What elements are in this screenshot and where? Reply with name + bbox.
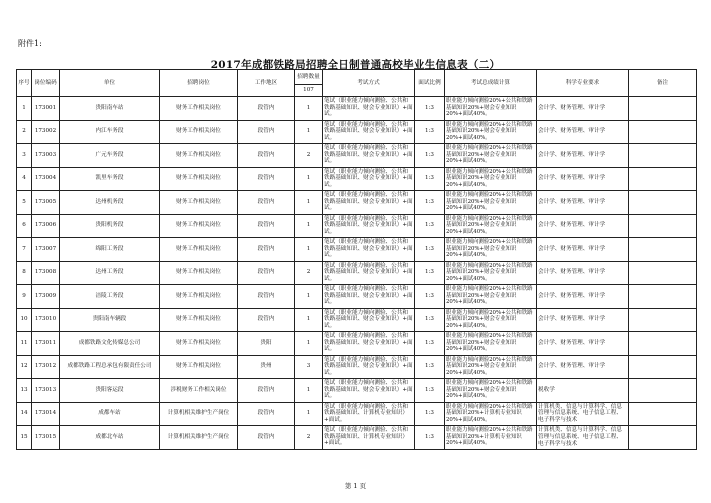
header-mode: 考试方式 (323, 70, 415, 97)
cell-code: 173011 (32, 332, 60, 356)
cell-no: 14 (17, 402, 32, 426)
cell-exam-mode: 笔试（职业能力倾向测验、公共和铁路基础知识、财会专业知识）+面试。 (323, 238, 415, 262)
table-header (17, 70, 697, 97)
table-row (17, 379, 697, 403)
cell-exam-mode: 笔试（职业能力倾向测验、公共和铁路基础知识、财会专业知识）+面试。 (323, 167, 415, 191)
cell-unit: 内江车务段 (60, 120, 160, 144)
cell-ratio: 1:3 (415, 332, 445, 356)
cell-remark (629, 285, 697, 309)
cell-remark (629, 97, 697, 121)
cell-area: 段管内 (238, 167, 295, 191)
cell-unit: 广元车务段 (60, 144, 160, 168)
recruitment-table (16, 69, 697, 450)
cell-code: 173008 (32, 261, 60, 285)
cell-major: 会计学、财务管理、审计学 (537, 97, 629, 121)
table-row (17, 214, 697, 238)
cell-no: 10 (17, 308, 32, 332)
cell-post: 计算机相关维护生产岗位 (160, 426, 238, 450)
cell-score-calc: 职业能力倾向测验20%+公共和铁路基础知识20%+财会专业知识20%+面试40%。 (445, 261, 537, 285)
cell-major: 会计学、财务管理、审计学 (537, 308, 629, 332)
cell-remark (629, 379, 697, 403)
cell-major: 会计学、财务管理、审计学 (537, 191, 629, 215)
cell-area: 贵阳 (238, 332, 295, 356)
cell-count: 1 (295, 285, 323, 309)
cell-score-calc: 职业能力倾向测验20%+公共和铁路基础知识20%+财会专业知识20%+面试40%。 (445, 167, 537, 191)
cell-exam-mode: 笔试（职业能力倾向测验、公共和铁路基础知识、计算机专业知识）+面试。 (323, 402, 415, 426)
cell-unit: 绵阳工务段 (60, 238, 160, 262)
cell-score-calc: 职业能力倾向测验20%+公共和铁路基础知识20%+计算机专业知识20%+面试40%。 (445, 402, 537, 426)
cell-count: 3 (295, 355, 323, 379)
cell-major: 税收学 (537, 379, 629, 403)
table-row (17, 261, 697, 285)
cell-post: 财务工作相关岗位 (160, 238, 238, 262)
cell-major: 会计学、财务管理、审计学 (537, 144, 629, 168)
cell-score-calc: 职业能力倾向测验20%+公共和铁路基础知识20%+财会专业知识20%+面试40%。 (445, 379, 537, 403)
cell-exam-mode: 笔试（职业能力倾向测验、公共和铁路基础知识、财会专业知识）+面试。 (323, 332, 415, 356)
attachment-label: 附件1: (18, 39, 42, 48)
header-total-count: 107 (295, 85, 323, 97)
cell-score-calc: 职业能力倾向测验20%+公共和铁路基础知识20%+财会专业知识20%+面试40%。 (445, 355, 537, 379)
cell-area: 段管内 (238, 285, 295, 309)
cell-remark (629, 144, 697, 168)
cell-unit: 凯里车务段 (60, 167, 160, 191)
cell-no: 6 (17, 214, 32, 238)
cell-post: 财务工作相关岗位 (160, 97, 238, 121)
cell-code: 173006 (32, 214, 60, 238)
header-unit: 单位 (60, 70, 160, 97)
cell-unit: 贵阳南车站 (60, 97, 160, 121)
table-row (17, 97, 697, 121)
cell-score-calc: 职业能力倾向测验20%+公共和铁路基础知识20%+财会专业知识20%+面试40%。 (445, 120, 537, 144)
cell-ratio: 1:3 (415, 120, 445, 144)
cell-no: 13 (17, 379, 32, 403)
cell-count: 1 (295, 97, 323, 121)
cell-score-calc: 职业能力倾向测验20%+公共和铁路基础知识20%+财会专业知识20%+面试40%。 (445, 238, 537, 262)
cell-post: 财务工作相关岗位 (160, 261, 238, 285)
cell-no: 8 (17, 261, 32, 285)
page-footer: 第 1 页 (344, 482, 367, 490)
cell-score-calc: 职业能力倾向测验20%+公共和铁路基础知识20%+计算机专业知识20%+面试40%。 (445, 426, 537, 450)
cell-major: 计算机类、信息与计算科学、信息管理与信息系统、电子信息工程、电子科学与技术 (537, 402, 629, 426)
cell-ratio: 1:3 (415, 191, 445, 215)
header-calc: 考试总成绩计算 (445, 70, 537, 97)
cell-area: 段管内 (238, 191, 295, 215)
cell-area: 段管内 (238, 214, 295, 238)
cell-unit: 达州工务段 (60, 261, 160, 285)
cell-score-calc: 职业能力倾向测验20%+公共和铁路基础知识20%+财会专业知识20%+面试40%。 (445, 214, 537, 238)
cell-unit: 贵阳机务段 (60, 214, 160, 238)
cell-code: 173007 (32, 238, 60, 262)
cell-unit: 成都铁路文化传媒总公司 (60, 332, 160, 356)
cell-count: 1 (295, 308, 323, 332)
cell-count: 1 (295, 332, 323, 356)
cell-exam-mode: 笔试（职业能力倾向测验、公共和铁路基础知识、财会专业知识）+面试。 (323, 214, 415, 238)
cell-exam-mode: 笔试（职业能力倾向测验、公共和铁路基础知识、财会专业知识）+面试。 (323, 144, 415, 168)
cell-area: 段管内 (238, 402, 295, 426)
cell-remark (629, 167, 697, 191)
cell-no: 4 (17, 167, 32, 191)
header-post: 招聘岗位 (160, 70, 238, 97)
cell-count: 1 (295, 167, 323, 191)
cell-score-calc: 职业能力倾向测验20%+公共和铁路基础知识20%+财会专业知识20%+面试40%。 (445, 144, 537, 168)
table-row (17, 332, 697, 356)
cell-remark (629, 402, 697, 426)
cell-remark (629, 426, 697, 450)
cell-no: 1 (17, 97, 32, 121)
cell-post: 财务工作相关岗位 (160, 144, 238, 168)
cell-major: 计算机类、信息与计算科学、信息管理与信息系统、电子信息工程、电子科学与技术 (537, 426, 629, 450)
cell-post: 财务工作相关岗位 (160, 332, 238, 356)
cell-area: 段管内 (238, 120, 295, 144)
cell-count: 1 (295, 214, 323, 238)
cell-unit: 成都北车站 (60, 426, 160, 450)
document-title: 2017年成都铁路局招聘全日制普通高校毕业生信息表（二） (210, 59, 501, 71)
table-row (17, 285, 697, 309)
header-count: 招聘数量 (295, 70, 323, 85)
header-ratio: 面试比例 (415, 70, 445, 97)
cell-remark (629, 120, 697, 144)
cell-code: 173009 (32, 285, 60, 309)
cell-ratio: 1:3 (415, 214, 445, 238)
cell-unit: 成都铁路工程总承包有限责任公司 (60, 355, 160, 379)
cell-area: 段管内 (238, 308, 295, 332)
header-remark: 备注 (629, 70, 697, 97)
cell-exam-mode: 笔试（职业能力倾向测验、公共和铁路基础知识、财会专业知识）+面试。 (323, 355, 415, 379)
cell-no: 15 (17, 426, 32, 450)
cell-code: 173002 (32, 120, 60, 144)
cell-ratio: 1:3 (415, 355, 445, 379)
cell-score-calc: 职业能力倾向测验20%+公共和铁路基础知识20%+财会专业知识20%+面试40%。 (445, 191, 537, 215)
cell-post: 财务工作相关岗位 (160, 285, 238, 309)
cell-post: 涉税财务工作相关岗位 (160, 379, 238, 403)
cell-exam-mode: 笔试（职业能力倾向测验、公共和铁路基础知识、财会专业知识）+面试。 (323, 308, 415, 332)
table-row (17, 426, 697, 450)
cell-remark (629, 332, 697, 356)
table-row (17, 191, 697, 215)
cell-post: 财务工作相关岗位 (160, 355, 238, 379)
cell-code: 173010 (32, 308, 60, 332)
cell-major: 会计学、财务管理、审计学 (537, 261, 629, 285)
cell-exam-mode: 笔试（职业能力倾向测验、公共和铁路基础知识、财会专业知识）+面试。 (323, 285, 415, 309)
header-code: 岗位编码 (32, 70, 60, 97)
cell-area: 贵州 (238, 355, 295, 379)
cell-ratio: 1:3 (415, 238, 445, 262)
cell-no: 12 (17, 355, 32, 379)
cell-count: 1 (295, 379, 323, 403)
cell-major: 会计学、财务管理、审计学 (537, 355, 629, 379)
cell-ratio: 1:3 (415, 285, 445, 309)
cell-count: 2 (295, 144, 323, 168)
cell-no: 11 (17, 332, 32, 356)
header-area: 工作地区 (238, 70, 295, 97)
cell-code: 173014 (32, 402, 60, 426)
cell-count: 1 (295, 120, 323, 144)
cell-no: 5 (17, 191, 32, 215)
cell-code: 173003 (32, 144, 60, 168)
cell-no: 9 (17, 285, 32, 309)
cell-area: 段管内 (238, 426, 295, 450)
cell-remark (629, 191, 697, 215)
table-body (17, 97, 697, 450)
cell-major: 会计学、财务管理、审计学 (537, 238, 629, 262)
table-row (17, 402, 697, 426)
cell-exam-mode: 笔试（职业能力倾向测验、公共和铁路基础知识、财会专业知识）+面试。 (323, 191, 415, 215)
cell-no: 7 (17, 238, 32, 262)
cell-ratio: 1:3 (415, 308, 445, 332)
cell-count: 1 (295, 238, 323, 262)
cell-count: 1 (295, 402, 323, 426)
cell-code: 173015 (32, 426, 60, 450)
table-row (17, 238, 697, 262)
cell-ratio: 1:3 (415, 261, 445, 285)
cell-count: 2 (295, 426, 323, 450)
cell-post: 财务工作相关岗位 (160, 308, 238, 332)
cell-code: 173005 (32, 191, 60, 215)
cell-exam-mode: 笔试（职业能力倾向测验、公共和铁路基础知识、计算机专业知识）+面试。 (323, 426, 415, 450)
cell-major: 会计学、财务管理、审计学 (537, 214, 629, 238)
cell-exam-mode: 笔试（职业能力倾向测验、公共和铁路基础知识、财会专业知识）+面试。 (323, 379, 415, 403)
header-no: 序号 (17, 70, 32, 97)
cell-post: 财务工作相关岗位 (160, 120, 238, 144)
cell-ratio: 1:3 (415, 426, 445, 450)
cell-area: 段管内 (238, 144, 295, 168)
cell-ratio: 1:3 (415, 144, 445, 168)
cell-post: 财务工作相关岗位 (160, 167, 238, 191)
cell-score-calc: 职业能力倾向测验20%+公共和铁路基础知识20%+财会专业知识20%+面试40%。 (445, 285, 537, 309)
cell-post: 计算机相关维护生产岗位 (160, 402, 238, 426)
cell-ratio: 1:3 (415, 402, 445, 426)
cell-unit: 贵阳客运段 (60, 379, 160, 403)
cell-no: 3 (17, 144, 32, 168)
cell-score-calc: 职业能力倾向测验20%+公共和铁路基础知识20%+财会专业知识20%+面试40%。 (445, 308, 537, 332)
cell-post: 财务工作相关岗位 (160, 191, 238, 215)
cell-unit: 贵阳南车辆段 (60, 308, 160, 332)
cell-area: 段管内 (238, 261, 295, 285)
cell-ratio: 1:3 (415, 97, 445, 121)
cell-remark (629, 261, 697, 285)
cell-remark (629, 308, 697, 332)
cell-exam-mode: 笔试（职业能力倾向测验、公共和铁路基础知识、财会专业知识）+面试。 (323, 261, 415, 285)
cell-code: 173001 (32, 97, 60, 121)
cell-exam-mode: 笔试（职业能力倾向测验、公共和铁路基础知识、财会专业知识）+面试。 (323, 97, 415, 121)
cell-area: 段管内 (238, 238, 295, 262)
cell-major: 会计学、财务管理、审计学 (537, 120, 629, 144)
cell-code: 173013 (32, 379, 60, 403)
table-row (17, 120, 697, 144)
cell-code: 173004 (32, 167, 60, 191)
cell-post: 财务工作相关岗位 (160, 214, 238, 238)
cell-major: 会计学、财务管理、审计学 (537, 285, 629, 309)
cell-no: 2 (17, 120, 32, 144)
cell-remark (629, 214, 697, 238)
cell-major: 会计学、财务管理、审计学 (537, 167, 629, 191)
cell-count: 2 (295, 261, 323, 285)
cell-ratio: 1:3 (415, 379, 445, 403)
cell-exam-mode: 笔试（职业能力倾向测验、公共和铁路基础知识、财会专业知识）+面试。 (323, 120, 415, 144)
table-row (17, 308, 697, 332)
cell-ratio: 1:3 (415, 167, 445, 191)
cell-remark (629, 355, 697, 379)
cell-unit: 成都车站 (60, 402, 160, 426)
cell-score-calc: 职业能力倾向测验20%+公共和铁路基础知识20%+财会专业知识20%+面试40%。 (445, 97, 537, 121)
cell-unit: 涪陵工务段 (60, 285, 160, 309)
cell-area: 段管内 (238, 97, 295, 121)
cell-major: 会计学、财务管理、审计学 (537, 332, 629, 356)
header-major: 科学专业要求 (537, 70, 629, 97)
cell-unit: 达州机务段 (60, 191, 160, 215)
cell-area: 段管内 (238, 379, 295, 403)
table-row (17, 167, 697, 191)
cell-count: 1 (295, 191, 323, 215)
cell-score-calc: 职业能力倾向测验20%+公共和铁路基础知识20%+财会专业知识20%+面试40%。 (445, 332, 537, 356)
table-row (17, 144, 697, 168)
cell-code: 173012 (32, 355, 60, 379)
cell-remark (629, 238, 697, 262)
table-row (17, 355, 697, 379)
